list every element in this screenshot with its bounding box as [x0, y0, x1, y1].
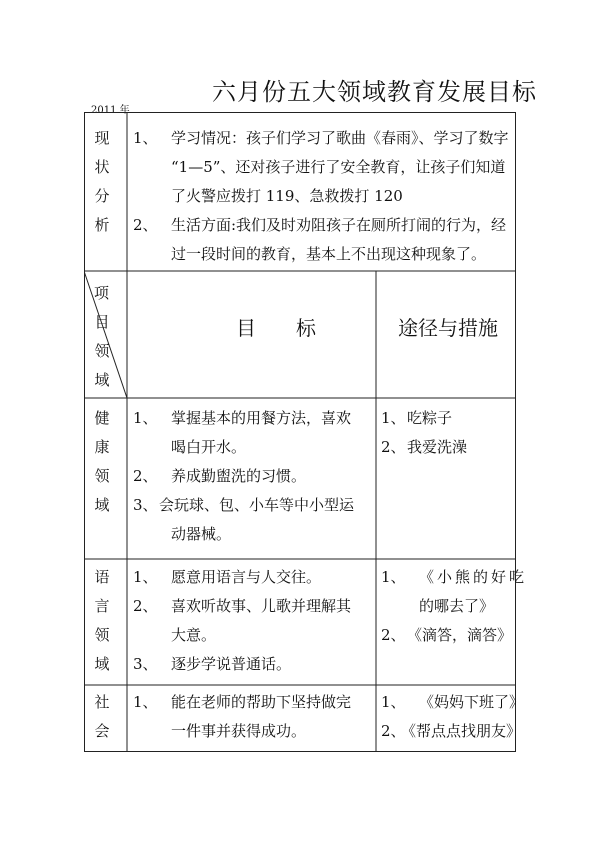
list-item: 2、 《滴答，滴答》 [381, 626, 513, 644]
social-measures [381, 688, 524, 746]
list-item: 1、 愿意用语言与人交往。 [133, 568, 322, 586]
health-goals: 1、 掌握基本的用餐方法，喜欢 喝白开水。 2、 养成勤盥洗的习惯。 3、 会玩球、包、小车等中小型运 动器械。 [133, 404, 354, 549]
header-diag-label: 目 领 域 [94, 313, 110, 389]
list-item: 1、 《妈妈下班了》 [381, 693, 525, 711]
health-label: 健 康 领 域 [94, 409, 110, 514]
goal-header: 目 标 [236, 316, 316, 340]
language-measures: 1、 《小熊的好吃 的哪去了》 2、 《滴答，滴答》 [381, 563, 527, 650]
list-item: 1、 掌握基本的用餐方法，喜欢 [133, 409, 352, 427]
page-title: 六月份五大领域教育发展目标 [212, 78, 537, 106]
health-measures [381, 404, 467, 462]
list-item: 2、 《帮点点找朋友》 [381, 722, 522, 740]
status-item: 1、 学习情况：孩子们学习了歌曲《春雨》、学习了数字 “1—5”、还对孩子进行了安全教育，让孩子们知道 了火警应拨打 119、急救拨打 120 [133, 129, 509, 205]
list-item: 2、 喜欢听故事、儿歌并理解其 [133, 597, 352, 615]
year-label: 2011 年 [91, 105, 130, 116]
list-item: 2、 我爱洗澡 [381, 438, 468, 456]
status-content [133, 124, 509, 269]
social-goals: 1、 能在老师的帮助下坚持做完 一件事并获得成功。 [133, 688, 351, 746]
status-label: 现 状 分 析 [94, 129, 110, 234]
status-item: 2、 生活方面:我们及时劝阻孩子在厕所打闹的行为，经 过一段时间的教育，基本上不出现这种现象了。 [133, 216, 507, 263]
header-diag-top: 项 [94, 284, 110, 302]
measures-header: 途径与措施 [398, 316, 498, 340]
list-item: 3、 会玩球、包、小车等中小型运 [133, 496, 355, 514]
list-item: 3、 逐步学说普通话。 [133, 655, 292, 673]
list-item: 2、 养成勤盥洗的习惯。 [133, 467, 307, 485]
list-item: 1、 吃粽子 [381, 409, 453, 427]
language-label: 语 言 领 域 [94, 568, 110, 673]
social-label: 社 会 [94, 693, 110, 740]
language-goals: 1、 愿意用语言与人交往。 2、 喜欢听故事、儿歌并理解其 大意。 3、 逐步学说普通话。 [133, 563, 351, 679]
list-item: 1、 《小熊的好吃 [381, 568, 528, 586]
list-item: 1、 能在老师的帮助下坚持做完 [133, 693, 352, 711]
